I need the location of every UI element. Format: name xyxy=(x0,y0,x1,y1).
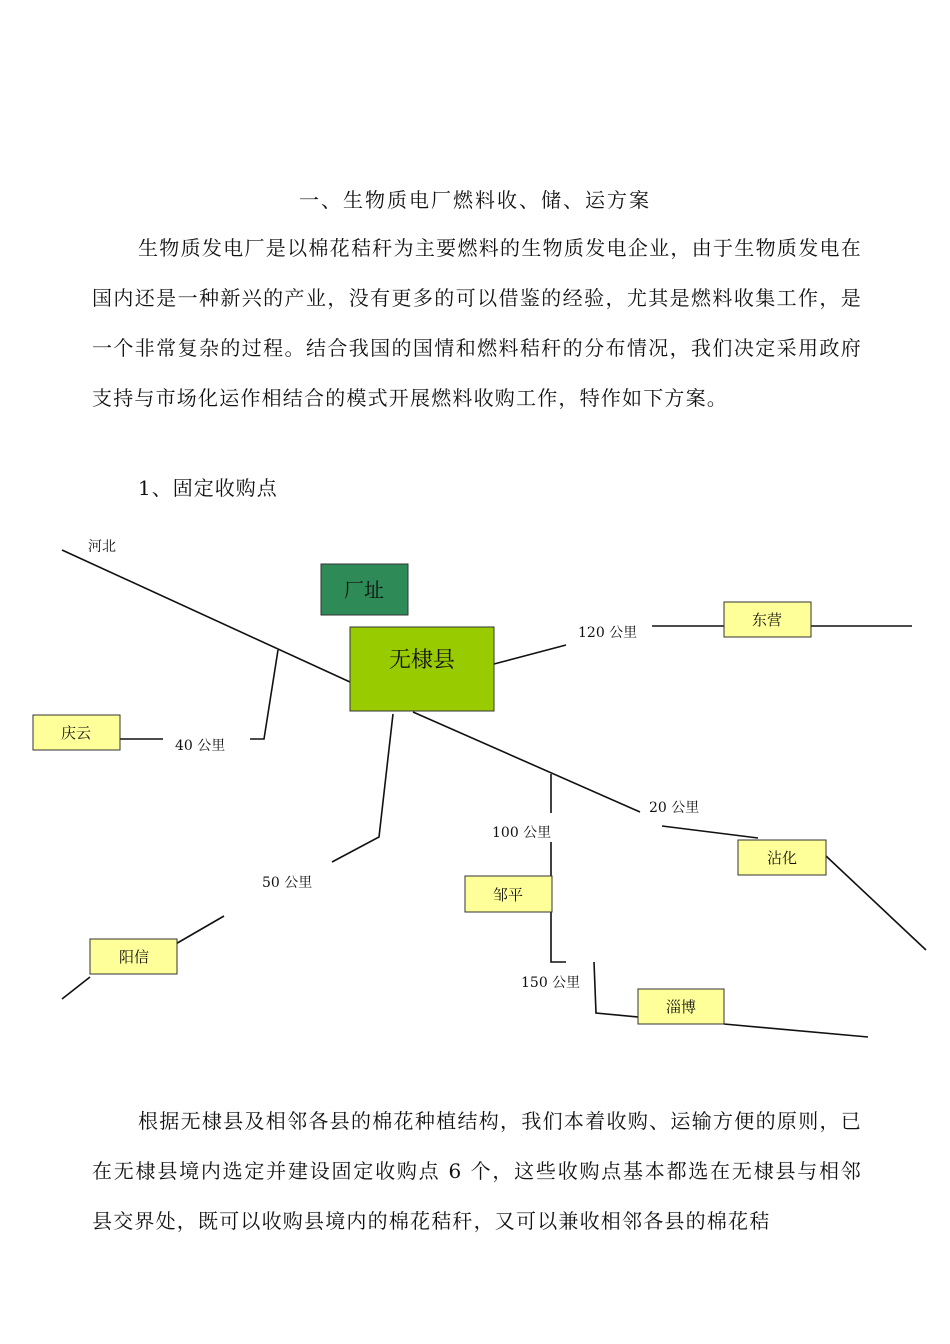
dongying-label: 东营 xyxy=(751,611,783,629)
line-zibo xyxy=(551,912,566,962)
distance-zouping: 100 公里 xyxy=(492,825,552,841)
line-qingyun-branch xyxy=(250,650,278,739)
line-zibo-b xyxy=(594,962,638,1017)
factory-site-label: 厂址 xyxy=(344,578,384,602)
hebei-label: 河北 xyxy=(88,539,116,555)
county-label: 无棣县 xyxy=(388,648,456,673)
body-paragraph: 根据无棣县及相邻各县的棉花种植结构，我们本着收购、运输方便的原则，已在无棣县境内选定并建设固定收购点 6 个，这些收购点基本都选在无棣县与相邻县交界处，既可以收购县境内的棉花秸秆，又可以兼收相邻各县的棉花秸 xyxy=(92,1109,862,1233)
zouping-label: 邹平 xyxy=(492,886,524,904)
distance-qingyun: 40 公里 xyxy=(175,738,226,754)
line-hebei xyxy=(62,550,350,682)
line-zhanhua-b xyxy=(662,826,758,838)
yangxin-label: 阳信 xyxy=(118,948,150,966)
qingyun-label: 庆云 xyxy=(60,724,92,742)
line-zhanhua-c xyxy=(826,856,926,950)
line-yangxin xyxy=(332,714,393,862)
section-heading: 一、生物质电厂燃料收、储、运方案 xyxy=(299,188,651,212)
subsection-heading: 1、固定收购点 xyxy=(138,476,278,500)
distance-dongying: 120 公里 xyxy=(578,625,638,641)
line-yangxin-c xyxy=(62,977,90,999)
zhanhua-label: 沾化 xyxy=(766,849,798,867)
procurement-map-diagram xyxy=(0,520,950,1050)
line-zhanhua-a xyxy=(413,712,640,812)
line-zibo-c xyxy=(724,1024,868,1037)
zibo-label: 淄博 xyxy=(665,998,697,1016)
line-dongying-a xyxy=(494,645,566,664)
distance-yangxin: 50 公里 xyxy=(262,875,313,891)
distance-zhanhua: 20 公里 xyxy=(649,800,700,816)
distance-zibo: 150 公里 xyxy=(521,975,581,991)
intro-paragraph: 生物质发电厂是以棉花秸秆为主要燃料的生物质发电企业，由于生物质发电在国内还是一种新兴的产业，没有更多的可以借鉴的经验，尤其是燃料收集工作，是一个非常复杂的过程。结合我国的国情和燃料秸秆的分布情况，我们决定采用政府支持与市场化运作相结合的模式开展燃料收购工作，特作如下方案。 xyxy=(92,236,862,410)
